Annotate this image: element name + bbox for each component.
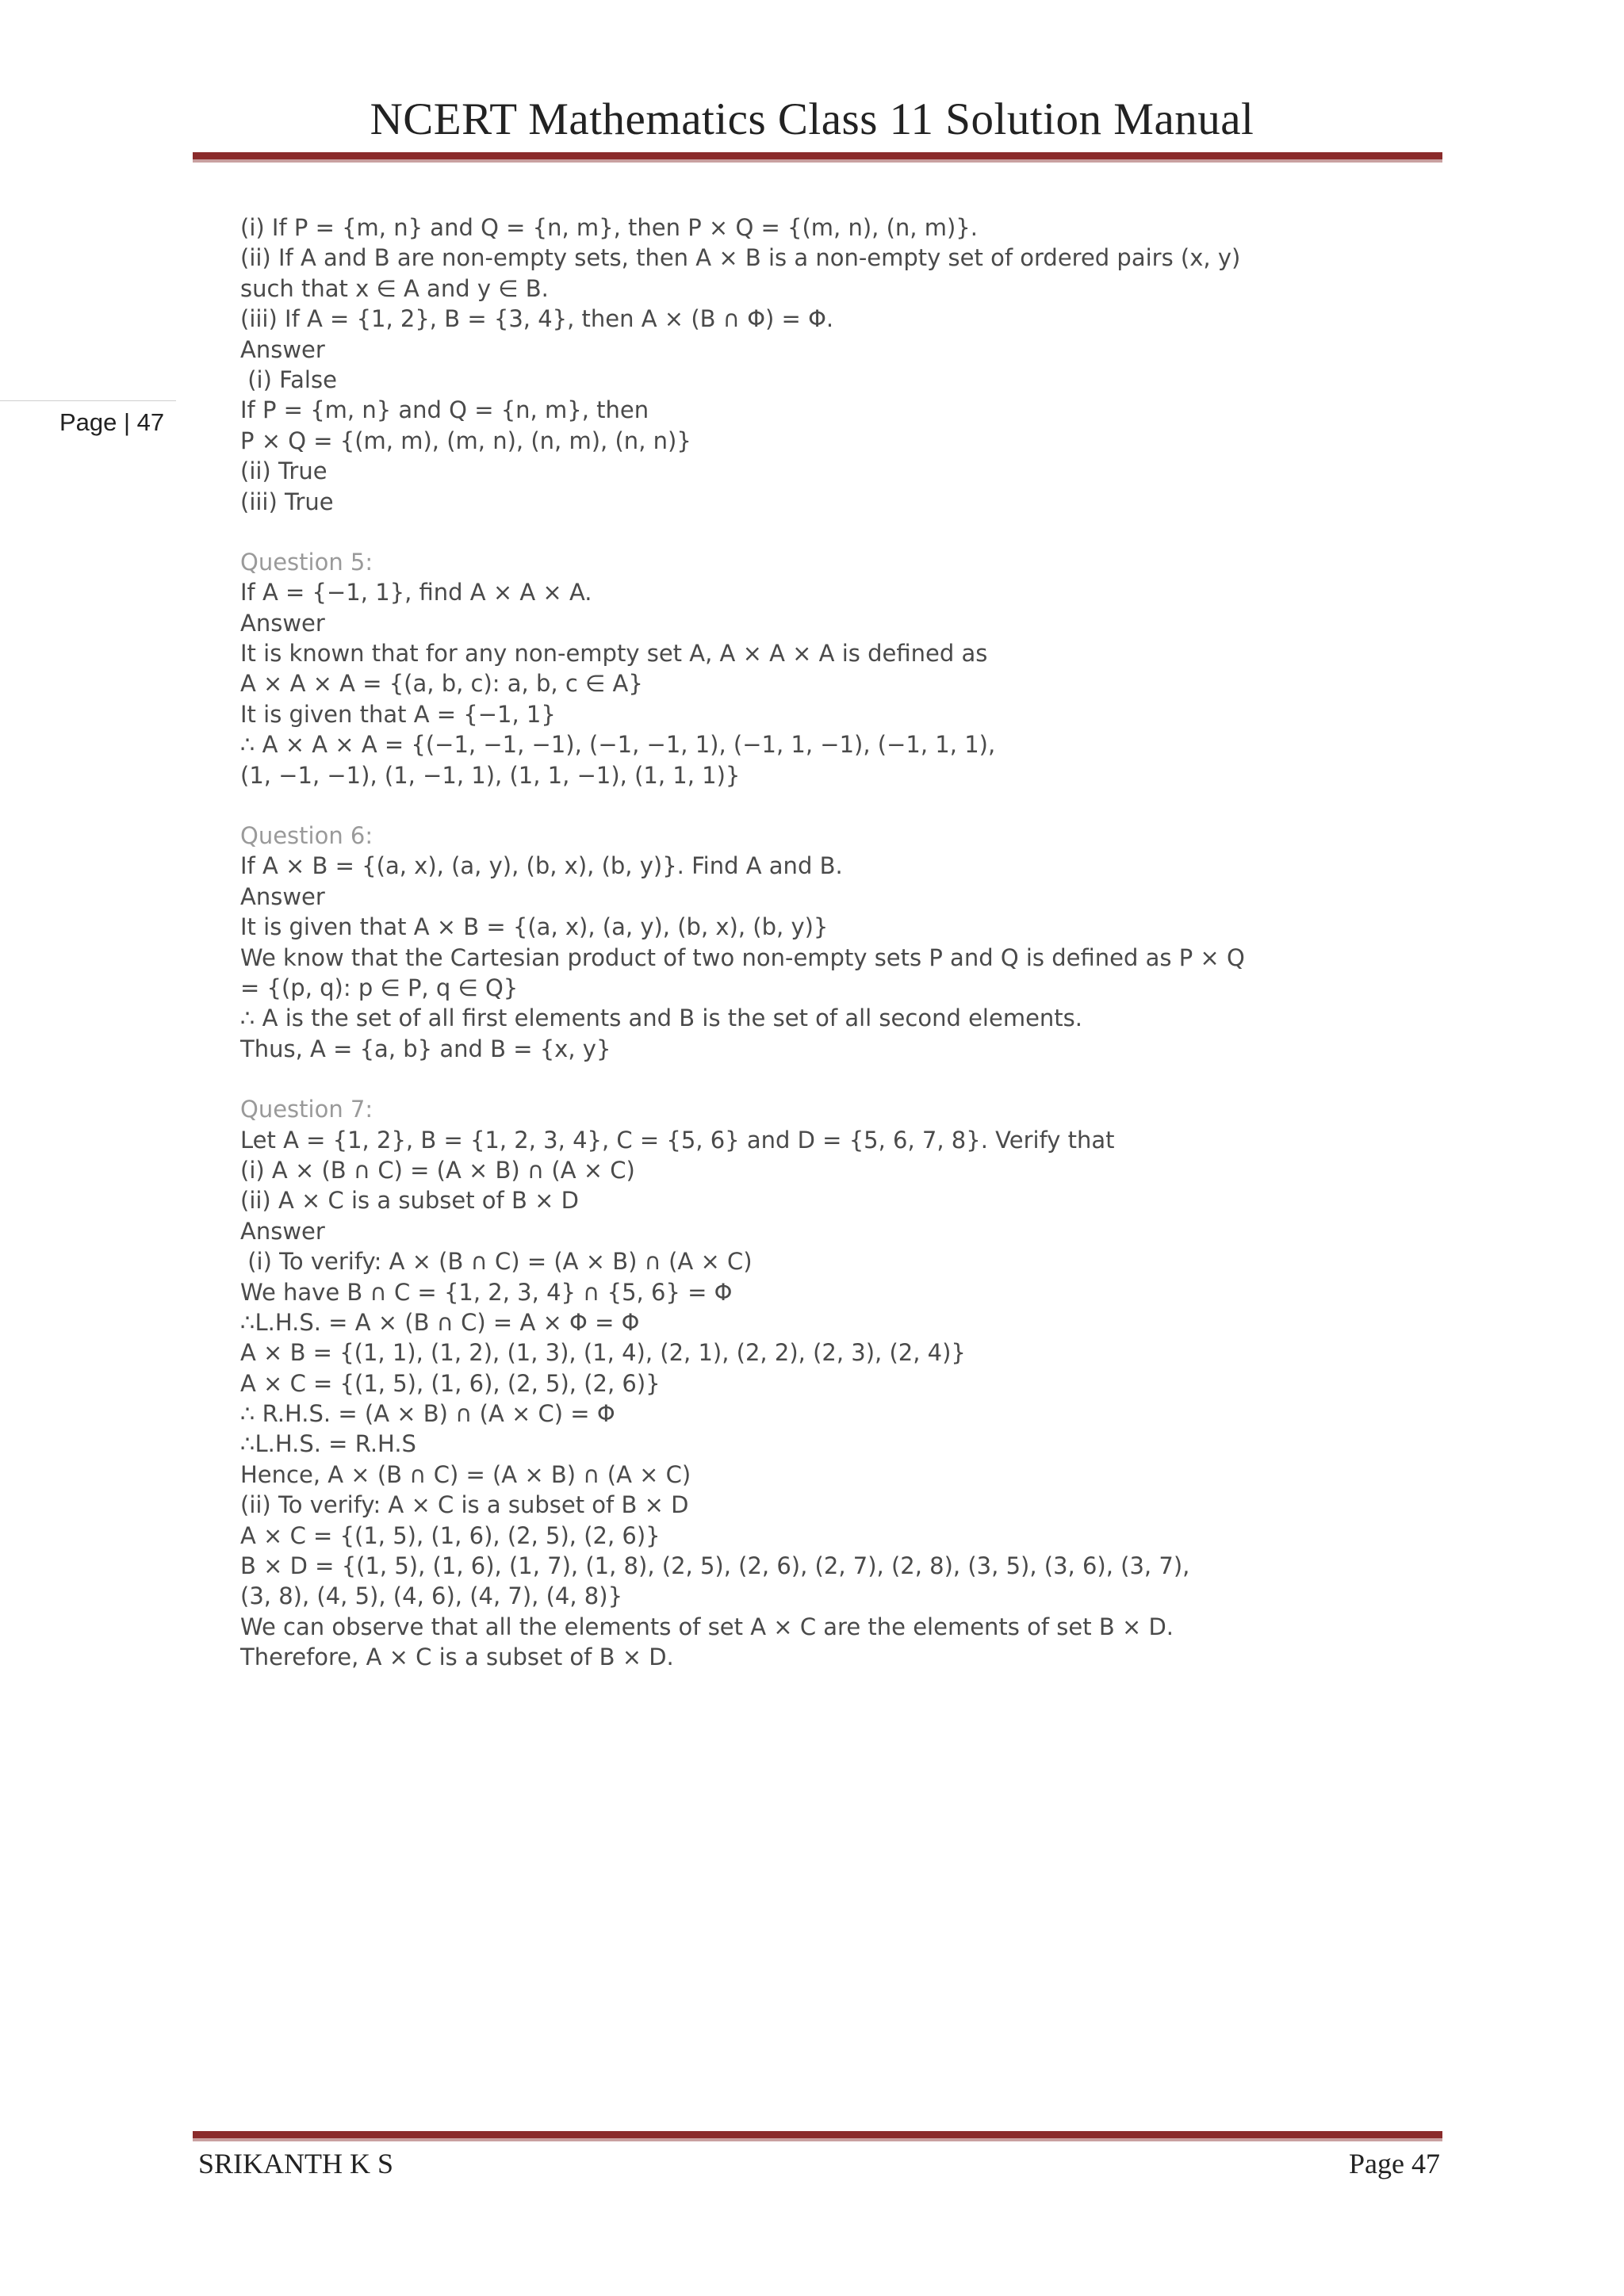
footer-rule [193, 2131, 1442, 2138]
question-heading: Question 6: [240, 822, 373, 850]
text-line: (ii) A × C is a subset of B × D [240, 1187, 579, 1215]
question-7 [240, 1094, 1398, 1672]
text-line: (ii) If A and B are non-empty sets, then A × B is a non-empty set of ordered pairs (x, y) [240, 244, 1241, 272]
text-line: Thus, A = {a, b} and B = {x, y} [240, 1035, 611, 1062]
text-line: If A = {−1, 1}, find A × A × A. [240, 579, 592, 607]
text-line: It is known that for any non-empty set A, A × A × A is defined as [240, 640, 988, 668]
text-line: It is given that A × B = {(a, x), (a, y), (b, x), (b, y)} [240, 913, 829, 941]
answer-label: Answer [240, 335, 325, 363]
question-heading: Question 7: [240, 1096, 373, 1123]
text-line: such that x ∈ A and y ∈ B. [240, 274, 549, 302]
text-line: P × Q = {(m, m), (m, n), (n, m), (n, n)} [240, 427, 691, 454]
text-line: (iii) True [240, 488, 334, 515]
text-line: (i) False [240, 365, 337, 393]
answer-label: Answer [240, 882, 325, 910]
solution-content [240, 212, 1398, 1673]
text-line: A × A × A = {(a, b, c): a, b, c ∈ A} [240, 670, 643, 698]
side-divider [0, 400, 176, 401]
text-line: Therefore, A × C is a subset of B × D. [240, 1644, 674, 1671]
text-line: We have B ∩ C = {1, 2, 3, 4} ∩ {5, 6} = Φ [240, 1278, 733, 1306]
side-page-number: Page | 47 [59, 408, 165, 436]
page-header-title: NCERT Mathematics Class 11 Solution Manual [370, 94, 1254, 144]
text-line: It is given that A = {−1, 1} [240, 700, 556, 728]
text-line: Hence, A × (B ∩ C) = (A × B) ∩ (A × C) [240, 1460, 691, 1488]
text-line: (i) To verify: A × (B ∩ C) = (A × B) ∩ (A × C) [240, 1248, 753, 1276]
text-line: (3, 8), (4, 5), (4, 6), (4, 7), (4, 8)} [240, 1582, 623, 1610]
text-line: (iii) If A = {1, 2}, B = {3, 4}, then A × (B ∩ Φ) = Φ. [240, 305, 834, 333]
text-line: If P = {m, n} and Q = {n, m}, then [240, 396, 649, 424]
text-line: We know that the Cartesian product of two non-empty sets P and Q is defined as P × Q [240, 943, 1245, 971]
text-line: (i) A × (B ∩ C) = (A × B) ∩ (A × C) [240, 1156, 635, 1184]
text-line: ∴L.H.S. = R.H.S [240, 1430, 416, 1458]
text-line: Let A = {1, 2}, B = {1, 2, 3, 4}, C = {5, 6} and D = {5, 6, 7, 8}. Verify that [240, 1126, 1115, 1154]
footer-author: SRIKANTH K S [198, 2148, 394, 2179]
text-line: A × C = {(1, 5), (1, 6), (2, 5), (2, 6)} [240, 1369, 661, 1397]
text-line: A × B = {(1, 1), (1, 2), (1, 3), (1, 4), (2, 1), (2, 2), (2, 3), (2, 4)} [240, 1339, 966, 1367]
text-line: = {(p, q): p ∈ P, q ∈ Q} [240, 974, 519, 1001]
text-line: ∴L.H.S. = A × (B ∩ C) = A × Φ = Φ [240, 1308, 640, 1336]
text-line: (1, −1, −1), (1, −1, 1), (1, 1, −1), (1, 1, 1)} [240, 761, 741, 789]
text-line: ∴ R.H.S. = (A × B) ∩ (A × C) = Φ [240, 1400, 615, 1428]
footer-page-number: Page 47 [1349, 2148, 1440, 2179]
question-4-continuation [240, 212, 1398, 517]
question-5 [240, 547, 1398, 790]
answer-label: Answer [240, 609, 325, 637]
text-line: (ii) True [240, 457, 327, 485]
answer-label: Answer [240, 1217, 325, 1245]
text-line: (ii) To verify: A × C is a subset of B × D [240, 1491, 689, 1519]
text-line: B × D = {(1, 5), (1, 6), (1, 7), (1, 8), (2, 5), (2, 6), (2, 7), (2, 8), (3, 5), (3, 6), (3, 7), [240, 1552, 1190, 1580]
header-rule [193, 152, 1442, 159]
text-line: ∴ A is the set of all first elements and B is the set of all second elements. [240, 1004, 1082, 1032]
text-line: ∴ A × A × A = {(−1, −1, −1), (−1, −1, 1), (−1, 1, −1), (−1, 1, 1), [240, 731, 996, 759]
question-heading: Question 5: [240, 548, 373, 576]
text-line: (i) If P = {m, n} and Q = {n, m}, then P × Q = {(m, n), (n, m)}. [240, 214, 978, 241]
text-line: We can observe that all the elements of set A × C are the elements of set B × D. [240, 1613, 1174, 1640]
question-6 [240, 821, 1398, 1064]
text-line: A × C = {(1, 5), (1, 6), (2, 5), (2, 6)} [240, 1521, 661, 1549]
text-line: If A × B = {(a, x), (a, y), (b, x), (b, y)}. Find A and B. [240, 852, 843, 880]
